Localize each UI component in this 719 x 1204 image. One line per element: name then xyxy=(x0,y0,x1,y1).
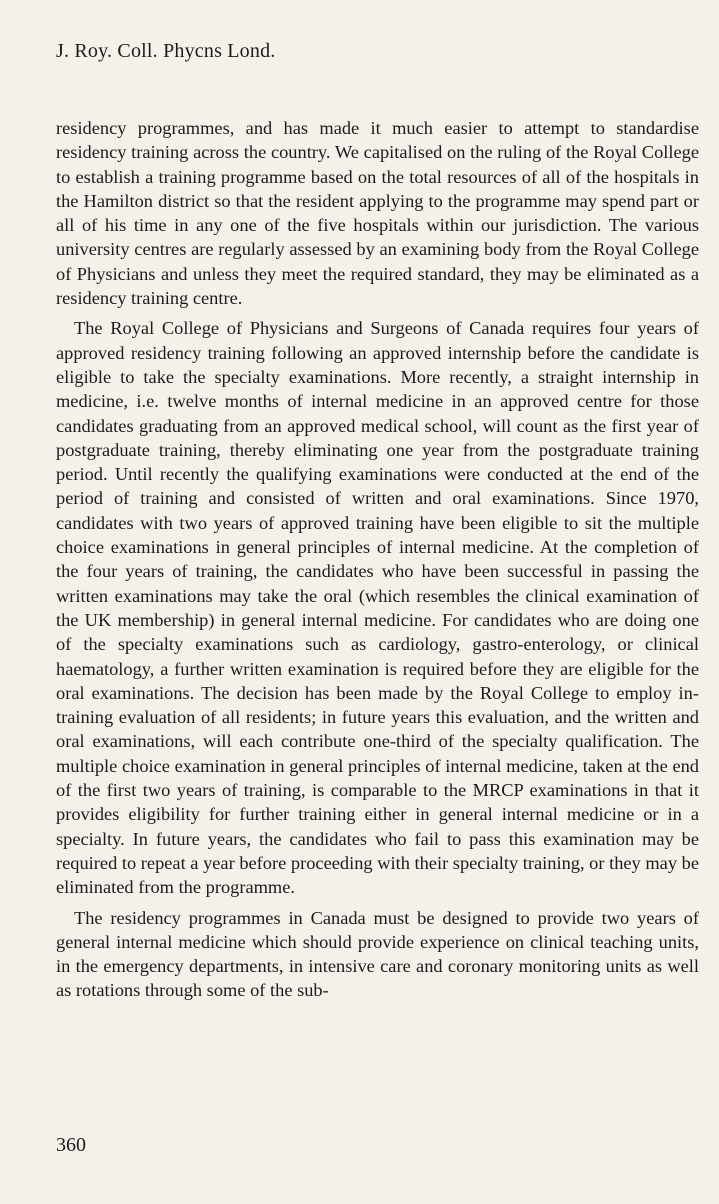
paragraph-continuation: residency programmes, and has made it much easier to attempt to standardise residency training across the country. We capitalised on the ruling of the Royal College to establish a training programme based on the total resources of all of the hospitals in the Hamilton district so that the resident applying to the programme may spend part or all of his time in any one of the five hospitals within our jurisdiction. The various university centres are regularly assessed by an examining body from the Royal College of Physicians and unless they meet the required standard, they may be eliminated as a residency training centre. xyxy=(56,118,699,309)
paragraph-residency-programmes: The residency programmes in Canada must be designed to provide two years of general internal medicine which should provide experience on clinical teaching units, in the emergency departments, in intensive care and coronary monitoring units as well as rotations through some of the sub- xyxy=(56,907,699,1001)
paragraph-examinations: The Royal College of Physicians and Surgeons of Canada requires four years of approved residency training following an approved internship before the candidate is eligible to take the specialty examinations. More recently, a straight internship in medicine, i.e. twelve months of internal medicine in an approved centre for those candidates graduating from an approved medical school, will count as the first year of postgraduate training, thereby eliminating one year from the postgraduate training period. Until recently the qualifying examinations were conducted at the end of the period of training and consisted of written and oral examinations. Since 1970, candidates with two years of approved training have been eligible to sit the multiple choice examinations in general principles of internal medicine. At the completion of the four years of training, the candidates who have been successful in passing the written examinations may take the oral (which resembles the clinical examination of the UK membership) in general internal medicine. For candidates who are doing one of the specialty examinations such as cardiology, gastro-enterology, or clinical haematology, a further written examination is required before they are eligible for the oral examinations. The decision has been made by the Royal College to employ in-training evaluation of all residents; in future years this evaluation, and the written and oral examinations, will each contribute one-third of the specialty qualification. The multiple choice examination in general principles of internal medicine, taken at the end of the first two years of training, is comparable to the MRCP examinations in that it provides eligibility for further training either in general internal medicine or in a specialty. In future years, the candidates who fail to pass this examination may be required to repeat a year before proceeding with their specialty training, or they may be eliminated from the programme. xyxy=(56,318,699,898)
running-head: J. Roy. Coll. Phycns Lond. xyxy=(56,40,276,62)
page-number: 360 xyxy=(56,1134,86,1156)
article-body xyxy=(56,116,699,1009)
